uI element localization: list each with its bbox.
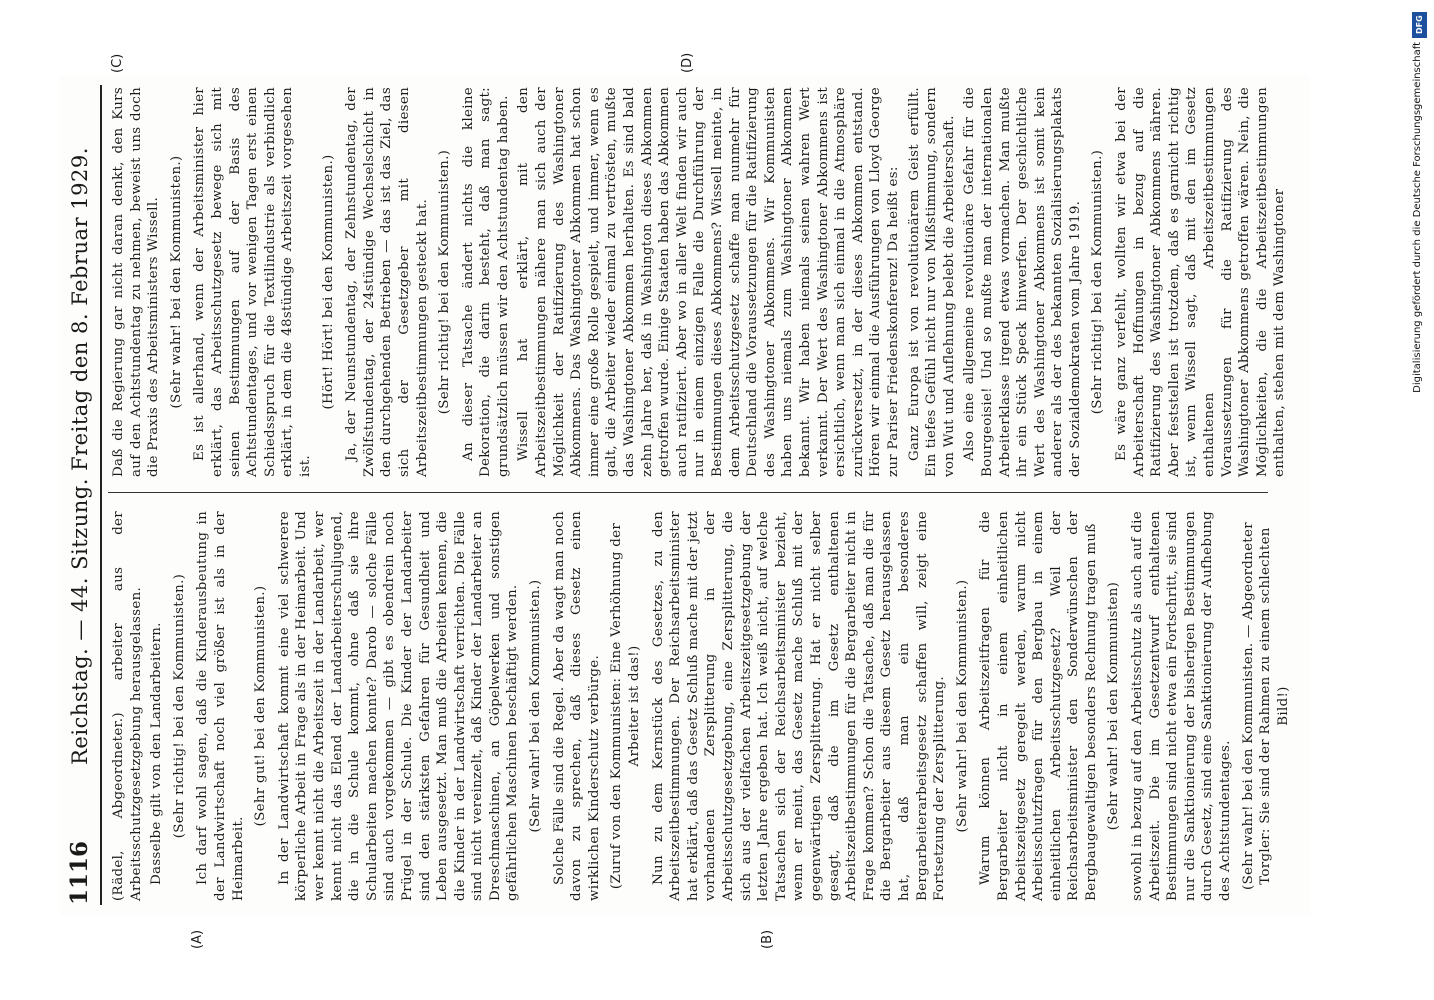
- left-column: [110, 511, 1298, 901]
- interjection: (Sehr wahr! bei den Kommunisten.): [954, 579, 970, 833]
- page-title: Reichstag. — 44. Sitzung. Freitag den 8. Februar 1929.: [68, 147, 92, 765]
- margin-marker-c: (C): [110, 53, 125, 73]
- digitization-stamp: [1410, 12, 1430, 988]
- interjection: (Sehr richtig! bei den Kommunisten.): [171, 573, 187, 839]
- paragraph: In der Landwirtschaft kommt eine viel schwerere körperliche Arbeit in Frage als in der Heimarbeit. Und wer kennt nicht die Arbeitszeit in der Landarbeit, wer kennt nicht das Elend der Landarbeiterschuljugend, die in die Schule kommt, ohne daß sie ihre Schularbeiten machen konnte? Darob — solche Fälle sind auch vorgekommen — gibt es obendrein noch Prügel in der Schule. Die Kinder der Landarbeiter sind den stärksten Gefahren für Gesundheit und Leben ausgesetzt. Man muß die Arbeiten kennen, die die Kinder in der Landwirtschaft verrichten. Die Fälle sind nicht vereinzelt, daß Kinder der Landarbeiter an Dreschmaschinen, an Göpelwerken und sonstigen gefährlichen Maschinen beschäftigt werden.: [276, 511, 521, 901]
- margin-marker-a: (A): [190, 929, 205, 949]
- interjection: (Sehr wahr! bei den Kommunisten. — Abgeordneter Torgler: Sie sind der Rahmen zu einem schlechten Bild!): [1240, 522, 1291, 890]
- funding-notice: Digitalisierung gefördert durch die Deutsche Forschungsgemeinschaft: [1412, 42, 1423, 393]
- quotation: Ganz Europa ist von revolutionärem Geist erfüllt. Ein tiefes Gefühl nicht nur von Mißstimmung, sondern von Wut und Auflehnung belebt die Arbeiterschaft.: [906, 87, 957, 477]
- paragraph: Solche Fälle sind die Regel. Aber da wagt man noch davon zu sprechen, daß dieses Gesetz einen wirklichen Kinderschutz verbürge.: [551, 511, 602, 901]
- page-number: 1116: [66, 840, 93, 905]
- interjection: (Sehr gut! bei den Kommunisten.): [253, 585, 269, 827]
- paragraph: Daß die Regierung gar nicht daran denkt, den Kurs auf den Achtstundentag zu nehmen, beweist uns doch die Praxis des Arbeitsministers Wissell.: [111, 87, 162, 477]
- paragraph: Es wäre ganz verfehlt, wollten wir etwa bei der Arbeiterschaft Hoffnungen in bezug auf die Ratifizierung des Washingtoner Abkommens nähren. Aber feststellen ist trotzdem, daß es garnicht richtig ist, wenn Wissell sagt, daß mit den im Gesetz enthaltenen Arbeitszeitbestimmungen Voraussetzungen für die Ratifizierung des Washingtoner Abkommens getroffen wären. Nein, die Möglichkeiten, die die Arbeitszeitbestimmungen enthalten, stehen mit dem Washingtoner: [1114, 87, 1288, 477]
- paragraph: An dieser Tatsache ändert nichts die kleine Dekoration, die darin besteht, daß man sagt: grundsätzlich müssen wir den Achtstundentag haben.: [460, 87, 511, 477]
- paragraph: Ich darf wohl sagen, daß die Kinderausbeutung in der Landwirtschaft noch viel größer ist als in der Heimarbeit.: [195, 511, 246, 901]
- margin-marker-b: (B): [760, 929, 775, 949]
- paragraph: Es ist allerhand, wenn der Arbeitsminister hier erklärt, das Arbeitsschutzgesetz bewege sich mit seinen Bestimmungen auf der Basis des Achtstundentages, und vor wenigen Tagen erst einen Schiedsspruch für die Textilindustrie als verbindlich erklärt, in dem die 48stündige Arbeitszeit vorgesehen ist.: [192, 87, 313, 477]
- interjection: (Sehr wahr! bei den Kommunisten.): [168, 155, 184, 409]
- dfg-logo: DFG: [1412, 12, 1427, 38]
- page-header: [66, 85, 98, 905]
- margin-marker-d: (D): [680, 52, 695, 73]
- interjection: (Sehr richtig! bei den Kommunisten.): [437, 149, 453, 415]
- interjection: (Sehr wahr! bei den Kommunisten.): [528, 579, 544, 833]
- interjection: (Sehr richtig! bei den Kommunisten.): [1090, 149, 1106, 415]
- paragraph: (Rädel, Abgeordneter.) arbeiter aus der Arbeitsschutzgesetzgebung herausgelassen.: [111, 511, 144, 901]
- paragraph: Nun zu dem Kernstück des Gesetzes, zu den Arbeitszeitbestimmungen. Der Reichsarbeitsminister hat erklärt, daß das Gesetz Schluß mache mit der jetzt vorhandenen Zersplitterung in der Arbeitsschutzgesetzgebung, eine Zersplitterung, die sich aus der vielfachen Arbeitszeitgesetzgebung der letzten Jahre ergeben hat. Ich weiß nicht, auf welche Tatsachen sich der Reichsarbeitsminister bezieht, wenn er meint, das Gesetz mache Schluß mit der gegenwärtigen Zersplitterung. Hat er nicht selber gesagt, daß die im Gesetz enthaltenen Arbeitszeitbestimmungen für die Bergarbeiter nicht in Frage kommen? Schon die Tatsache, daß man die für die Bergarbeiter aus diesem Gesetz herausgelassen hat, daß man ein besonderes Bergarbeiterarbeitsgesetz schaffen will, zeigt eine Fortsetzung der Zersplitterung.: [650, 511, 948, 901]
- interjection: (Zuruf von den Kommunisten: Eine Verhöhnung der Arbeiter ist das!): [609, 522, 643, 890]
- right-column: [110, 87, 1292, 477]
- header-rule: [100, 85, 102, 905]
- paragraph: Wissell hat erklärt, mit den Arbeitszeitbestimmungen nähere man sich auch der Möglichkeit der Ratifizierung des Washingtoner Abkommens. Das Washingtoner Abkommen hat schon immer eine große Rolle gespielt, und immer, wenn es galt, die Arbeiter wieder einmal zu vertrösten, mußte das Washingtoner Abkommen herhalten. Es sind bald zehn Jahre her, daß in Washington dieses Abkommen getroffen wurde. Einige Staaten haben das Abkommen auch ratifiziert. Aber wo in aller Welt finden wir auch nur in einem einzigen Falle die Durchführung der Bestimmungen dieses Abkommens? Wissell meinte, in dem Arbeitsschutzgesetz schaffe man nunmehr für Deutschland die Voraussetzungen für die Ratifizierung des Washingtoner Abkommens. Wir Kommunisten haben uns niemals zum Washingtoner Abkommen bekannt. Wir haben niemals seinen wahren Wert verkannt. Der Wert des Washingtoner Abkommens ist ersichtlich, wenn man sich einmal in die Atmosphäre zurückversetzt, in der dieses Abkommen entstand. Hören wir einmal die Ausführungen von Lloyd George zur Pariser Friedenskonferenz! Da heißt es:: [516, 87, 901, 477]
- rotated-page: [60, 52, 1310, 949]
- interjection: (Sehr wahr! bei den Kommunisten): [1106, 581, 1122, 831]
- paragraph: sowohl in bezug auf den Arbeitsschutz als auch auf die Arbeitszeit. Die im Gesetzentwurf enthaltenen Bestimmungen sind nicht etwa ein Fortschritt, sie sind nur die Sanktionierung der bisherigen Bestimmungen durch Gesetz, sind eine Sanktionierung der Aufhebung des Achtstundentages.: [1130, 511, 1234, 901]
- paragraph: Ja, der Neunstundentag, der Zehnstundentag, der Zwölfstundentag, der 24stündige Wechselschicht in den durchgehenden Betrieben — das ist das Ziel, das sich der Gesetzgeber mit diesen Arbeitszeitbestimmungen gesteckt hat.: [344, 87, 430, 477]
- column-divider: [108, 492, 1268, 493]
- paragraph: Also eine allgemeine revolutionäre Gefahr für die Bourgeoisie! Und so mußte man der internationalen Arbeiterklasse irgend etwas vormachen. Man mußte ihr ein Stück Speck hinwerfen. Der geschichtliche Wert des Washingtoner Abkommens ist somit kein anderer als der des bekannten Sozialisierungsplakats der Sozialdemokraten vom Jahre 1919.: [962, 87, 1083, 477]
- paragraph: Dasselbe gilt von den Landarbeitern.: [149, 622, 165, 885]
- paragraph: Warum können Arbeitszeitfragen für die Bergarbeiter nicht in einem einheitlichen Arbeitszeitgesetz geregelt werden, warum nicht Arbeitsschutzfragen für den Bergbau in einem einheitlichen Arbeitsschutzgesetz? Weil der Reichsarbeitsminister den Sonderwünschen der Bergbaugewaltigen besonders Rechnung tragen muß: [978, 511, 1099, 901]
- interjection: (Hört! Hört! bei den Kommunisten.): [320, 154, 336, 410]
